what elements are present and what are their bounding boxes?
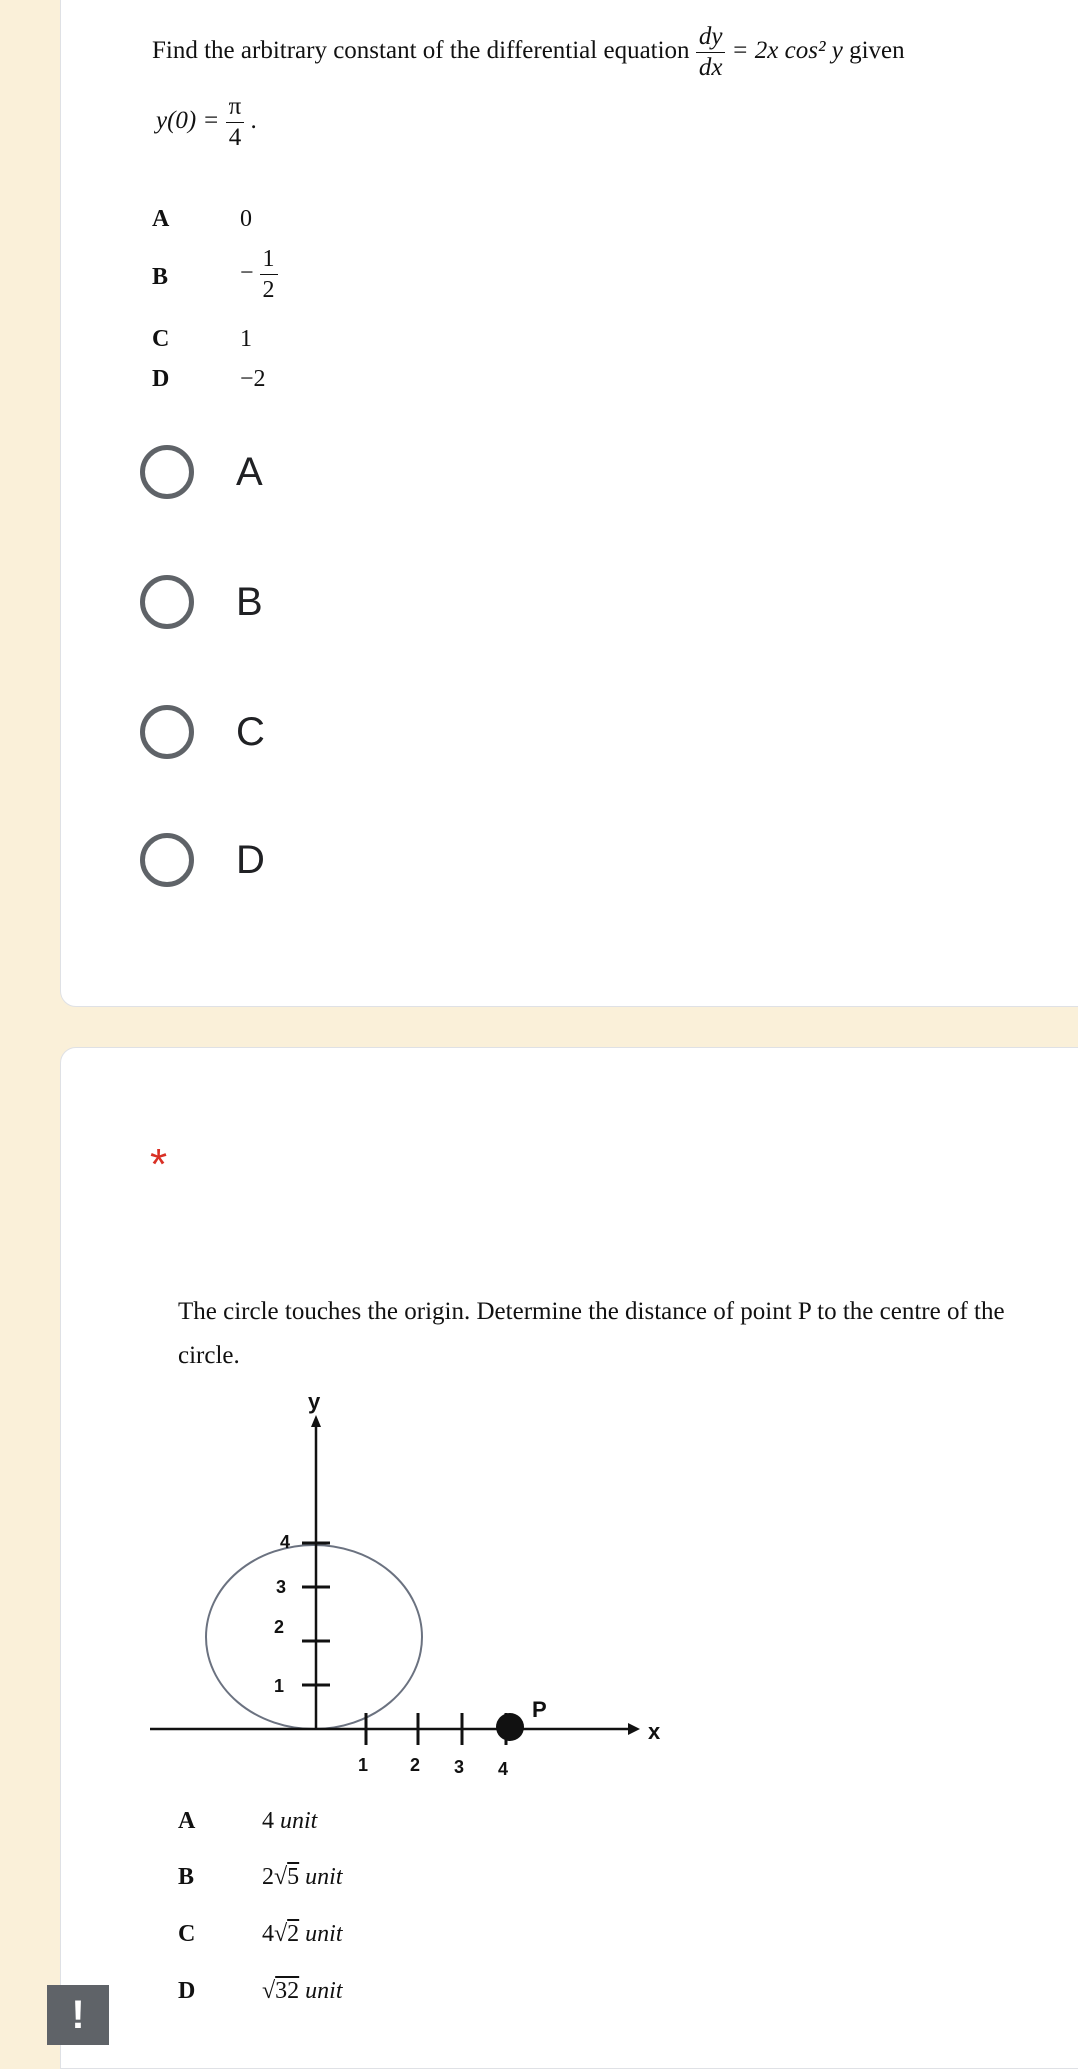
required-asterisk: * (150, 1140, 168, 1189)
q1-option-b-denominator: 2 (262, 277, 275, 303)
question1-text-before: Find the arbitrary constant of the differential equation (152, 37, 690, 65)
q2-option-value-c: 4√2 unit (262, 1921, 343, 1947)
x-tick-label-1: 1 (358, 1755, 369, 1775)
equation-rhs: = 2x cos² y (731, 37, 843, 65)
q2-option-c-unit: unit (305, 1921, 343, 1947)
q2-option-c-coef: 4 (262, 1921, 274, 1947)
q1-option-b-numerator: 1 (260, 244, 278, 275)
q1-option-letter-c: C (152, 326, 170, 352)
choice-c[interactable] (140, 700, 265, 764)
derivative-numerator: dy (696, 22, 726, 53)
question2-text: The circle touches the origin. Determine the distance of point P to the centre of the circle. (178, 1298, 1005, 1369)
q1-option-b-fraction (260, 244, 278, 305)
radio-c[interactable] (140, 705, 194, 759)
choice-d[interactable] (140, 828, 265, 892)
q1-option-b-sign: − (240, 260, 254, 287)
choice-b-label: B (236, 579, 263, 624)
x-tick-label-2: 2 (410, 1755, 421, 1775)
q1-option-value-a: 0 (240, 206, 252, 232)
condition-denominator: 4 (228, 124, 242, 151)
q1-option-letter-d: D (152, 366, 170, 392)
question1-text-after: given (849, 37, 905, 65)
radio-a[interactable] (140, 445, 194, 499)
q2-option-letter-a: A (178, 1808, 196, 1834)
x-tick-label-3: 3 (454, 1757, 465, 1777)
q1-option-value-c: 1 (240, 326, 252, 352)
warning-badge[interactable]: ! (47, 1985, 109, 2045)
q2-option-d-unit: unit (305, 1978, 343, 2004)
y-tick-label-4: 4 (280, 1532, 291, 1552)
condition-numerator: π (226, 92, 245, 123)
condition-lhs: y(0) = (156, 107, 220, 135)
q2-option-c-radicand: 2 (287, 1921, 300, 1947)
q2-option-value-a (262, 1808, 317, 1835)
point-p-label: P (532, 1697, 547, 1722)
x-axis-arrow-icon (628, 1723, 640, 1735)
q2-option-a-unit: unit (280, 1808, 318, 1834)
q1-option-value-d: −2 (240, 366, 266, 392)
q1-option-letter-a: A (152, 206, 170, 232)
radio-b[interactable] (140, 575, 194, 629)
x-tick-label-4: 4 (498, 1759, 509, 1779)
y-tick-label-2: 2 (274, 1617, 285, 1637)
initial-condition (156, 92, 257, 153)
derivative-denominator: dx (698, 54, 723, 81)
circle-shape (206, 1545, 422, 1729)
q1-option-value-b (240, 244, 278, 305)
x-axis-label: x (648, 1719, 661, 1744)
choice-d-label: D (236, 837, 265, 882)
choice-a-label: A (236, 449, 263, 494)
question1-text (152, 22, 905, 83)
choice-b[interactable] (140, 570, 263, 634)
q2-option-d-radicand: 32 (275, 1978, 300, 2004)
y-tick-label-3: 3 (276, 1577, 287, 1597)
y-axis-arrow-icon (311, 1415, 321, 1427)
point-p (496, 1713, 524, 1741)
derivative-fraction (696, 22, 726, 83)
radio-d[interactable] (140, 833, 194, 887)
q2-option-value-b: 2√5 unit (262, 1864, 343, 1890)
q1-option-letter-b: B (152, 264, 169, 290)
condition-end: . (250, 107, 257, 135)
q2-option-b-coef: 2 (262, 1864, 274, 1890)
circle-figure (140, 1395, 700, 1795)
q2-option-letter-b: B (178, 1864, 195, 1890)
q2-option-letter-c: C (178, 1921, 196, 1947)
y-tick-label-1: 1 (274, 1676, 285, 1696)
choice-c-label: C (236, 709, 265, 754)
q2-option-value-d: √32 unit (262, 1978, 343, 2004)
choice-a[interactable] (140, 440, 263, 504)
q2-option-b-unit: unit (305, 1864, 343, 1890)
q2-option-a-coef: 4 (262, 1808, 274, 1834)
q2-option-b-radicand: 5 (287, 1864, 300, 1890)
condition-fraction (226, 92, 245, 153)
y-axis-label: y (308, 1395, 321, 1414)
q2-option-letter-d: D (178, 1978, 196, 2004)
